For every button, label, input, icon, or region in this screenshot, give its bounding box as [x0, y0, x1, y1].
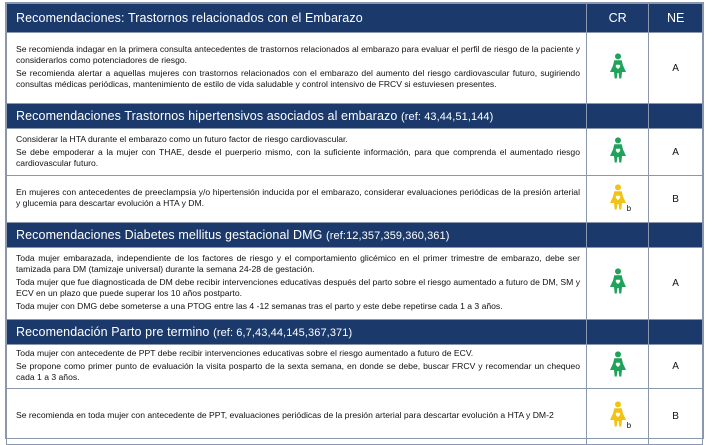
recommendations-table-frame — [5, 2, 704, 439]
recommendation-paragraph: Toda mujer con DMG debe someterse a una PTOG entre las 4 -12 semanas tras el parto y este debe repetirse cada 1 a 3 años. — [16, 301, 503, 311]
recommendation-paragraph: Toda mujer embarazada, independiente de los factores de riesgo y el comportamiento glicémico en el primer trimestre de embarazo, debe ser tamizada para DM (tamizaje universal) durante la semana 24-28 de gestación. — [16, 253, 580, 274]
recommendation-row — [7, 129, 703, 176]
recommendation-text — [7, 248, 587, 320]
section-header-blank-cr — [587, 320, 649, 345]
section-title-text: Recomendaciones Trastornos hipertensivos asociados al embarazo — [16, 109, 401, 123]
recommendation-row — [7, 345, 703, 389]
ne-level: A — [649, 33, 703, 104]
recommendation-row — [7, 33, 703, 104]
table-title: Recomendaciones: Trastornos relacionados con el Embarazo — [7, 4, 587, 33]
recommendation-paragraph: Considerar la HTA durante el embarazo como un futuro factor de riesgo cardiovascular. — [16, 133, 348, 144]
section-reference: (ref:12,357,359,360,361) — [326, 230, 450, 242]
section-reference: (ref: 43,44,51,144) — [400, 111, 494, 123]
ne-level: B — [649, 389, 703, 445]
section-header-row — [7, 104, 703, 129]
recommendation-paragraph: Se propone como primer punto de evaluación la visita posparto de la sexta semana, en donde se debe, buscar FRCV y recomendar un chequeo cada 1 a 3 años. — [16, 361, 580, 382]
column-header-ne: NE — [649, 4, 703, 33]
recommendation-paragraph: Se recomienda en toda mujer con antecedente de PPT, evaluaciones periódicas de la presión arterial para descartar evolución a HTA y DM-2 — [16, 410, 554, 420]
section-header-blank-ne — [649, 223, 703, 248]
recommendation-paragraph: En mujeres con antecedentes de preeclampsia y/o hipertensión inducida por el embarazo, considerar evaluaciones periódicas de la presión arterial y glucemia para descartar evolución a HTA y DM. — [16, 187, 580, 208]
recommendation-row — [7, 176, 703, 223]
recommendation-paragraph: Se debe empoderar a la mujer con THAE, desde el puerperio mismo, con la suficiente información, para que comprenda el aumentado riesgo cardiovascular futuro. — [16, 146, 580, 168]
cr-subscript: b — [626, 421, 632, 430]
recommendation-text — [7, 176, 587, 223]
recommendation-paragraph: Se recomienda indagar en la primera consulta antecedentes de trastornos relacionados al embarazo para evaluar el perfil de riesgo de la paciente y considerarlos como potenciadores de riesgo. — [16, 44, 580, 65]
section-title-text: Recomendaciones Diabetes mellitus gestacional DMG — [16, 228, 327, 242]
section-header-blank-cr — [587, 223, 649, 248]
green-woman-heart-icon — [608, 53, 628, 79]
recommendation-paragraph: Toda mujer con antecedente de PPT debe recibir intervenciones educativas sobre el riesgo aumentado a futuro de ECV. — [16, 348, 474, 358]
recommendation-row — [7, 389, 703, 445]
section-header-blank-ne — [649, 320, 703, 345]
ne-level: A — [649, 345, 703, 389]
section-title-text: Recomendación Parto pre termino — [16, 325, 214, 339]
column-header-cr: CR — [587, 4, 649, 33]
section-header-blank-cr — [587, 104, 649, 129]
green-woman-heart-icon — [608, 351, 628, 377]
recommendation-text — [7, 345, 587, 389]
section-reference: (ref: 6,7,43,44,145,367,371) — [213, 327, 353, 339]
cr-cell — [587, 389, 649, 445]
section-header-row — [7, 223, 703, 248]
yellow-woman-heart-icon — [608, 184, 632, 213]
recommendation-row — [7, 248, 703, 320]
cr-cell — [587, 176, 649, 223]
table-header-row — [7, 4, 703, 33]
cr-subscript: b — [626, 203, 632, 213]
ne-level: A — [649, 248, 703, 320]
ne-level: B — [649, 176, 703, 223]
cr-cell — [587, 248, 649, 320]
recommendation-text — [7, 33, 587, 104]
section-title — [7, 104, 587, 129]
recommendation-paragraph: Se recomienda alertar a aquellas mujeres con trastornos relacionados con el embarazo del aumento del riesgo cardiovascular futuro, sugiriendo consultas médicas periódicas, mantenimiento de estilo de vida saludable y control intensivo de FRCV si estuviesen presentes. — [16, 68, 580, 89]
recommendation-text — [7, 389, 587, 445]
cr-cell — [587, 345, 649, 389]
cr-cell — [587, 129, 649, 176]
green-woman-heart-icon — [608, 137, 628, 163]
recommendation-paragraph: Toda mujer que fue diagnosticada de DM debe recibir intervenciones educativas después del parto sobre el riesgo aumentado a futuro de DM, SM y ECV en un plazo que puede superar los 10 años postparto. — [16, 277, 580, 298]
ne-level: A — [649, 129, 703, 176]
section-title — [7, 320, 587, 345]
section-title — [7, 223, 587, 248]
section-header-row — [7, 320, 703, 345]
yellow-woman-heart-icon — [608, 401, 632, 430]
cr-cell — [587, 33, 649, 104]
recommendations-table — [6, 3, 703, 445]
recommendation-text — [7, 129, 587, 176]
section-header-blank-ne — [649, 104, 703, 129]
green-woman-heart-icon — [608, 268, 628, 294]
